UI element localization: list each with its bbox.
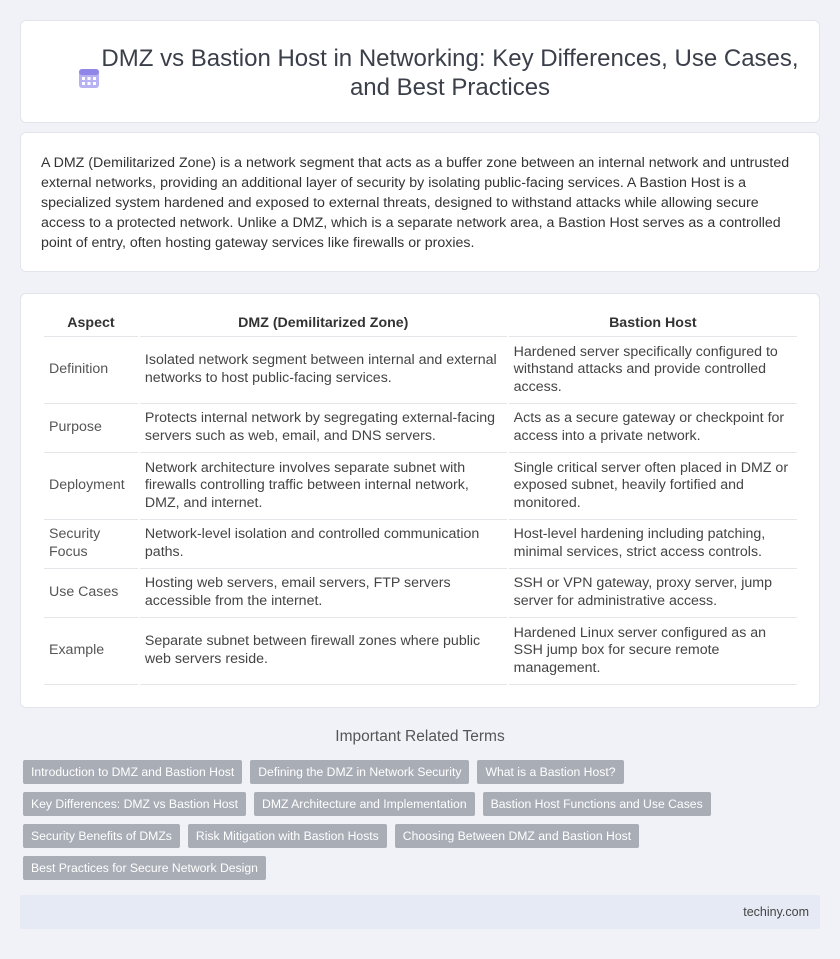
- row-dmz: Separate subnet between firewall zones where public web servers reside.: [140, 618, 507, 685]
- related-term-link[interactable]: Introduction to DMZ and Bastion Host: [23, 760, 242, 784]
- row-bastion: Acts as a secure gateway or checkpoint for access into a private network.: [509, 404, 797, 453]
- related-terms-title: Important Related Terms: [335, 728, 505, 745]
- row-bastion: Hardened server specifically configured to withstand attacks and provide controlled access.: [509, 337, 797, 404]
- row-dmz: Network-level isolation and controlled communication paths.: [140, 520, 507, 569]
- related-term-link[interactable]: Defining the DMZ in Network Security: [250, 760, 469, 784]
- related-term-link[interactable]: Security Benefits of DMZs: [23, 824, 180, 848]
- comparison-table-card: [20, 293, 820, 708]
- row-bastion: SSH or VPN gateway, proxy server, jump server for administrative access.: [509, 569, 797, 618]
- row-aspect: Example: [44, 618, 138, 685]
- related-term-link[interactable]: Key Differences: DMZ vs Bastion Host: [23, 792, 246, 816]
- intro-paragraph: A DMZ (Demilitarized Zone) is a network segment that acts as a buffer zone between an internal network and untrusted external networks, providing an additional layer of security by isolating public-facing services. A Bastion Host is a specialized system hardened and exposed to external threats, designed to withstand attacks while allowing secure access to a protected network. Unlike a DMZ, which is a separate network area, a Bastion Host serves as a controlled point of entry, often hosting gateway services like firewalls or proxies.: [41, 155, 790, 251]
- intro-card: [20, 132, 820, 272]
- footer: [20, 895, 820, 929]
- row-dmz: Hosting web servers, email servers, FTP servers accessible from the internet.: [140, 569, 507, 618]
- footer-brand[interactable]: techiny.com: [743, 905, 809, 919]
- related-term-link[interactable]: Bastion Host Functions and Use Cases: [483, 792, 711, 816]
- table-row: [44, 569, 797, 618]
- related-terms-list: [23, 760, 803, 880]
- row-dmz: Protects internal network by segregating external-facing servers such as web, email, and DNS servers.: [140, 404, 507, 453]
- table-row: [44, 453, 797, 520]
- table-row: [44, 404, 797, 453]
- row-bastion: Host-level hardening including patching, minimal services, strict access controls.: [509, 520, 797, 569]
- related-term-link[interactable]: Risk Mitigation with Bastion Hosts: [188, 824, 387, 848]
- row-dmz: Isolated network segment between internal and external networks to host public-facing services.: [140, 337, 507, 404]
- header-bastion: Bastion Host: [509, 311, 797, 337]
- page-title: DMZ vs Bastion Host in Networking: Key Differences, Use Cases, and Best Practices: [101, 45, 799, 101]
- header-aspect: Aspect: [44, 311, 138, 337]
- title-card: [20, 20, 820, 123]
- calendar-grid-icon: [77, 66, 101, 90]
- row-aspect: Deployment: [44, 453, 138, 520]
- row-bastion: Hardened Linux server configured as an SSH jump box for secure remote management.: [509, 618, 797, 685]
- related-term-link[interactable]: Choosing Between DMZ and Bastion Host: [395, 824, 639, 848]
- table-row: [44, 618, 797, 685]
- related-term-link[interactable]: What is a Bastion Host?: [477, 760, 623, 784]
- table-header-row: [44, 311, 797, 337]
- comparison-table: [42, 311, 799, 685]
- row-aspect: Use Cases: [44, 569, 138, 618]
- table-row: [44, 337, 797, 404]
- row-dmz: Network architecture involves separate subnet with firewalls controlling traffic between internal network, DMZ, and internet.: [140, 453, 507, 520]
- related-term-link[interactable]: Best Practices for Secure Network Design: [23, 856, 266, 880]
- row-aspect: Security Focus: [44, 520, 138, 569]
- row-aspect: Purpose: [44, 404, 138, 453]
- row-aspect: Definition: [44, 337, 138, 404]
- header-dmz: DMZ (Demilitarized Zone): [140, 311, 507, 337]
- table-row: [44, 520, 797, 569]
- row-bastion: Single critical server often placed in DMZ or exposed subnet, heavily fortified and monitored.: [509, 453, 797, 520]
- related-term-link[interactable]: DMZ Architecture and Implementation: [254, 792, 475, 816]
